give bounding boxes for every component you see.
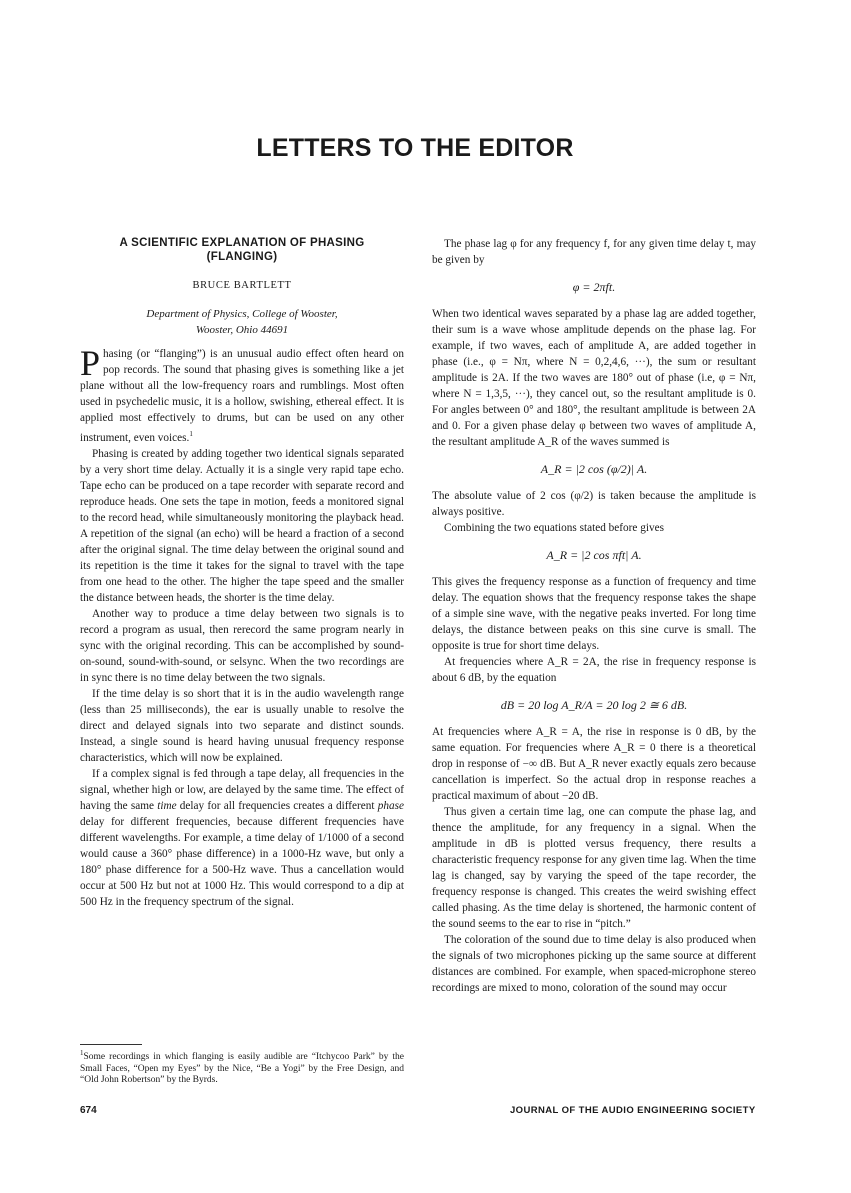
phase-delay-emphasis-phase: phase: [377, 799, 404, 812]
phase-delay-text-a: If a complex signal is fed through a tape delay, all frequencies in the signal, whether high or low, are delayed by the same time. The effect of having the same: [80, 767, 404, 812]
paragraph-rise-6db: At frequencies where A_R = 2A, the rise in frequency response is about 6 dB, by the equation: [432, 656, 756, 684]
phase-delay-text-c: delay for different frequencies, because different frequencies have different wavelengths. For example, a time delay of 1/1000 of a second would cause a 360° phase difference) in a 1000-Hz wave, but only a 180° phase difference for a 500-Hz wave. Thus a cancellation would occur at 500 Hz but not at 1000 Hz. This would correspond to a dip at 500 Hz in the frequency spectrum of the signal.: [80, 815, 404, 908]
paragraph-wave-sum: When two identical waves separated by a phase lag are added together, their sum is a wave whose amplitude depends on the phase lag. For example, if two waves, each of amplitude A, are added together in phase (i.e., φ = Nπ, where N = 0,2,4,6, ···), the sum or resultant amplitude is 2A. If the two waves are 180° out of phase (i.e, φ = Nπ, where N = 1,3,5, ···), they cancel out, so the resultant amplitude is 0. For angles between 0° and 180°, the resultant amplitude is between 2A and 0. For a given phase delay φ between two waves of amplitude A, the resultant amplitude A_R of the waves summed is: [432, 308, 756, 448]
paragraph-phase-lag: The phase lag φ for any frequency f, for any given time delay t, may be given by: [432, 238, 756, 266]
footnote: [80, 1048, 404, 1087]
affiliation-line2: Wooster, Ohio 44691: [195, 324, 289, 336]
paragraph-intro-text: hasing (or “flanging”) is an unusual audio effect often heard on pop records. The sound that phasing gives is something like a jet plane without all the low-frequency roars and rumblings. Most often used in psychedelic music, it is a hollow, swishing, ethereal effect. It is applied most effectively to drums, but can be used on any other instrument, even voices.: [80, 348, 404, 444]
footnote-mark: 1: [80, 1049, 84, 1057]
author-name: BRUCE BARTLETT: [192, 280, 292, 291]
paragraph-frequency-response: This gives the frequency response as a function of frequency and time delay. The equation shows that the frequency response takes the shape of a simple sine wave, with the negative peaks inverted. For long time delays, the distance between peaks on this sine curve is small. The opposite is true for short time delays.: [432, 576, 756, 652]
author-affiliation: [80, 306, 404, 338]
article-title-line1: A SCIENTIFIC EXPLANATION OF PHASING: [119, 237, 365, 249]
paragraph-phasing-effect: Thus given a certain time lag, one can compute the phase lag, and thence the amplitude, for any frequency in a signal. When the amplitude in dB is plotted versus frequency, there results a characteristic frequency response for any given time lag. When the time lag is changed, say by varying the speed of the tape recorder, the frequency response is changed. This creates the weird swishing effect called phasing. As the time delay is shortened, the harmonic content of the sound seems to the ear to rise in “pitch.”: [432, 806, 756, 930]
paragraph-tape-echo: Phasing is created by adding together two identical signals separated by a very short time delay. Actually it is a single very rapid tape echo. Tape echo can be produced on a tape recorder with separate record and reproduce heads. One sets the tape in motion, feeds a monitored signal to the record head, while simultaneously monitoring the playback head. A repetition of the signal (an echo) will be heard a fraction of a second after the original signal. The time delay between the original sound and its repetition is the time it takes for the signal to travel with the tape from one head to the other. The higher the tape speed and the smaller the distance between heads, the shorter is the time delay.: [80, 447, 404, 604]
left-column: [80, 236, 404, 910]
paragraph-cancellation: At frequencies where A_R = A, the rise in response is 0 dB, by the same equation. For frequencies where A_R = 0 there is a theoretical drop in response of −∞ dB. But A_R never exactly equals zero because cancellation is imperfect. So the actual drop in response reaches a practical maximum of about −20 dB.: [432, 726, 756, 802]
paragraph-combining: Combining the two equations stated before gives: [444, 522, 664, 534]
equation-decibel: dB = 20 log A_R/A = 20 log 2 ≅ 6 dB.: [500, 698, 688, 712]
right-column: [432, 236, 756, 996]
paragraph-coloration: The coloration of the sound due to time delay is also produced when the signals of two microphones picking up the same source at different distances are combined. For example, when spaced-microphone stereo recordings are mixed to mono, coloration of the sound may occur: [432, 934, 756, 994]
equation-resultant-amplitude: A_R = |2 cos (φ/2)| A.: [540, 462, 648, 476]
footnote-text: Some recordings in which flanging is easily audible are “Itchycoo Park” by the Small Faces, “Open my Eyes” by the Nice, “Be a Yogi” by the Free Design, and “Old John Robertson” by the Byrds.: [80, 1052, 404, 1086]
footnote-reference: 1: [189, 430, 193, 438]
affiliation-line1: Department of Physics, College of Wooster,: [146, 308, 338, 320]
equation-combined: A_R = |2 cos πft| A.: [546, 548, 642, 562]
phase-delay-text-b: delay for all frequencies creates a different: [176, 799, 378, 812]
paragraph-time-delay: If the time delay is so short that it is in the audio wavelength range (less than 25 milliseconds), the ear is usually unable to resolve the direct and delayed signals into two separate and distinct sounds. Instead, a single sound is heard having unusual frequency response characteristics, which will now be explained.: [80, 687, 404, 764]
footnote-divider: [80, 1044, 142, 1045]
drop-cap: P: [80, 343, 101, 383]
page-title: LETTERS TO THE EDITOR: [256, 134, 574, 162]
paragraph-rerecord: Another way to produce a time delay between two signals is to record a program as usual, then rerecord the same program nearly in sync with the original recording. This can be accomplished by sound-on-sound, sound-with-sound, or selsync. When the two recordings are in sync there is no time delay between the two signals.: [80, 607, 404, 684]
article-title-line2: (FLANGING): [206, 251, 278, 263]
article-title: [80, 236, 404, 264]
page-number: 674: [80, 1105, 97, 1116]
phase-delay-emphasis-time: time: [157, 799, 177, 812]
equation-phase-lag: φ = 2πft.: [572, 280, 616, 294]
journal-name: JOURNAL OF THE AUDIO ENGINEERING SOCIETY: [510, 1105, 756, 1116]
paragraph-intro: [80, 343, 404, 446]
paragraph-absolute-value: The absolute value of 2 cos (φ/2) is taken because the amplitude is always positive.: [432, 490, 756, 518]
paragraph-phase-delay: [80, 766, 404, 910]
